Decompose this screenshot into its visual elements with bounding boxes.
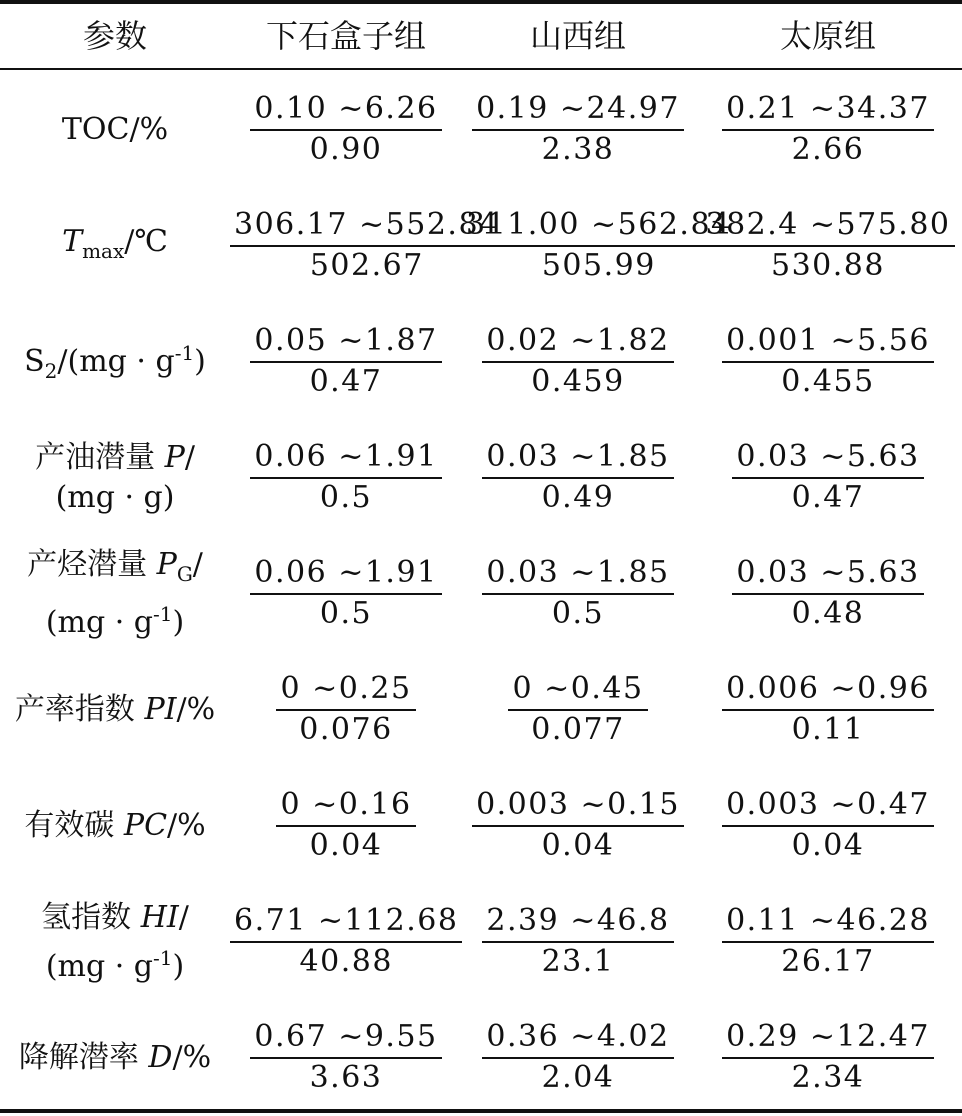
range-value: 382.4 ~575.80 [701, 207, 954, 247]
range-value: 311.00 ~562.84 [462, 207, 736, 247]
param-label: 降解潜率 D/% [18, 1040, 212, 1075]
average-value: 0.077 [531, 712, 625, 747]
value-cell [230, 768, 462, 884]
range-value: 0.02 ~1.82 [482, 323, 673, 363]
range-value: 6.71 ~112.68 [230, 903, 462, 943]
range-value: 0.001 ~5.56 [722, 323, 934, 363]
average-value: 0.04 [541, 828, 615, 863]
value-cell [694, 536, 962, 652]
param-cell [0, 420, 230, 536]
value-cell [694, 1000, 962, 1116]
table-row [0, 768, 962, 884]
header-shanxi: 山西组 [529, 17, 626, 55]
average-value: 0.5 [319, 596, 373, 631]
average-value: 40.88 [299, 944, 393, 979]
range-value: 0 ~0.25 [276, 671, 415, 711]
value-cell [462, 652, 694, 768]
table-row [0, 68, 962, 188]
param-cell [0, 768, 230, 884]
value-cell [230, 68, 462, 188]
range-value: 0.003 ~0.15 [472, 787, 684, 827]
range-value: 0.21 ~34.37 [722, 91, 934, 131]
table-row [0, 420, 962, 536]
value-cell [230, 536, 462, 652]
average-value: 2.34 [791, 1060, 865, 1095]
average-value: 0.04 [791, 828, 865, 863]
average-value: 0.076 [299, 712, 393, 747]
param-cell [0, 1000, 230, 1116]
table-row [0, 536, 962, 652]
table-row [0, 884, 962, 1000]
value-cell [230, 188, 500, 304]
param-label: 有效碳 PC/% [24, 808, 206, 843]
value-cell [694, 304, 962, 420]
range-value: 0 ~0.16 [276, 787, 415, 827]
average-value: 0.47 [791, 480, 865, 515]
range-value: 0 ~0.45 [508, 671, 647, 711]
average-value: 0.04 [309, 828, 383, 863]
average-value: 0.49 [541, 480, 615, 515]
value-cell [694, 768, 962, 884]
range-value: 0.006 ~0.96 [722, 671, 934, 711]
value-cell [462, 420, 694, 536]
range-value: 0.10 ~6.26 [250, 91, 441, 131]
param-label: 氢指数 HI/ $(mg \cdot g^{-1})$ [41, 899, 189, 984]
average-value: 2.04 [541, 1060, 615, 1095]
value-cell [230, 304, 462, 420]
average-value: 0.90 [309, 132, 383, 167]
param-label: $S_2/(mg \cdot g^{-1})$ [24, 341, 206, 383]
range-value: 0.67 ~9.55 [250, 1019, 441, 1059]
table-row [0, 652, 962, 768]
range-value: 0.36 ~4.02 [482, 1019, 673, 1059]
range-value: 0.11 ~46.28 [722, 903, 934, 943]
range-value: 0.03 ~5.63 [732, 555, 923, 595]
table-row [0, 304, 962, 420]
param-cell [0, 68, 230, 188]
average-value: 23.1 [541, 944, 615, 979]
average-value: 0.459 [531, 364, 625, 399]
value-cell [462, 884, 694, 1000]
param-cell [0, 652, 230, 768]
param-cell [0, 188, 230, 304]
value-cell [694, 68, 962, 188]
average-value: 0.48 [791, 596, 865, 631]
value-cell [694, 884, 962, 1000]
range-value: 0.03 ~1.85 [482, 439, 673, 479]
value-cell [694, 188, 962, 304]
range-value: 0.03 ~5.63 [732, 439, 923, 479]
header-xiashihezi: 下石盒子组 [265, 17, 426, 55]
average-value: 0.5 [319, 480, 373, 515]
value-cell [230, 1000, 462, 1116]
value-cell [462, 188, 732, 304]
value-cell [230, 420, 462, 536]
value-cell [230, 884, 462, 1000]
param-cell [0, 536, 230, 652]
param-label: 产烃潜量 $P_G/$ $(mg \cdot g^{-1})$ [27, 547, 203, 640]
range-value: 0.06 ~1.91 [250, 555, 441, 595]
header-row [0, 0, 962, 68]
range-value: 0.05 ~1.87 [250, 323, 441, 363]
average-value: 0.11 [791, 712, 865, 747]
range-value: 0.03 ~1.85 [482, 555, 673, 595]
average-value: 2.38 [541, 132, 615, 167]
range-value: 306.17 ~552.84 [230, 207, 504, 247]
average-value: 505.99 [541, 248, 656, 283]
table-row [0, 1000, 962, 1116]
average-value: 3.63 [309, 1060, 383, 1095]
range-value: 2.39 ~46.8 [482, 903, 673, 943]
table-row [0, 188, 962, 304]
value-cell [694, 420, 962, 536]
average-value: 26.17 [781, 944, 875, 979]
param-label: $T_{max}/℃$ [62, 223, 168, 263]
range-value: 0.19 ~24.97 [472, 91, 684, 131]
header-taiyuan: 太原组 [779, 17, 876, 55]
param-cell [0, 884, 230, 1000]
average-value: 0.5 [551, 596, 605, 631]
average-value: 502.67 [309, 248, 424, 283]
range-value: 0.06 ~1.91 [250, 439, 441, 479]
value-cell [230, 652, 462, 768]
range-value: 0.29 ~12.47 [722, 1019, 934, 1059]
value-cell [462, 68, 694, 188]
value-cell [462, 304, 694, 420]
average-value: 2.66 [791, 132, 865, 167]
average-value: 0.455 [781, 364, 875, 399]
range-value: 0.003 ~0.47 [722, 787, 934, 827]
param-label: 产率指数 PI/% [14, 692, 216, 727]
value-cell [462, 768, 694, 884]
header-param: 参数 [82, 17, 147, 55]
param-cell [0, 304, 230, 420]
value-cell [694, 652, 962, 768]
average-value: 530.88 [771, 248, 885, 283]
param-label: 产油潜量 P/ (mg · g) [35, 440, 195, 515]
value-cell [462, 1000, 694, 1116]
param-label: TOC/% [61, 112, 169, 147]
value-cell [462, 536, 694, 652]
average-value: 0.47 [309, 364, 383, 399]
